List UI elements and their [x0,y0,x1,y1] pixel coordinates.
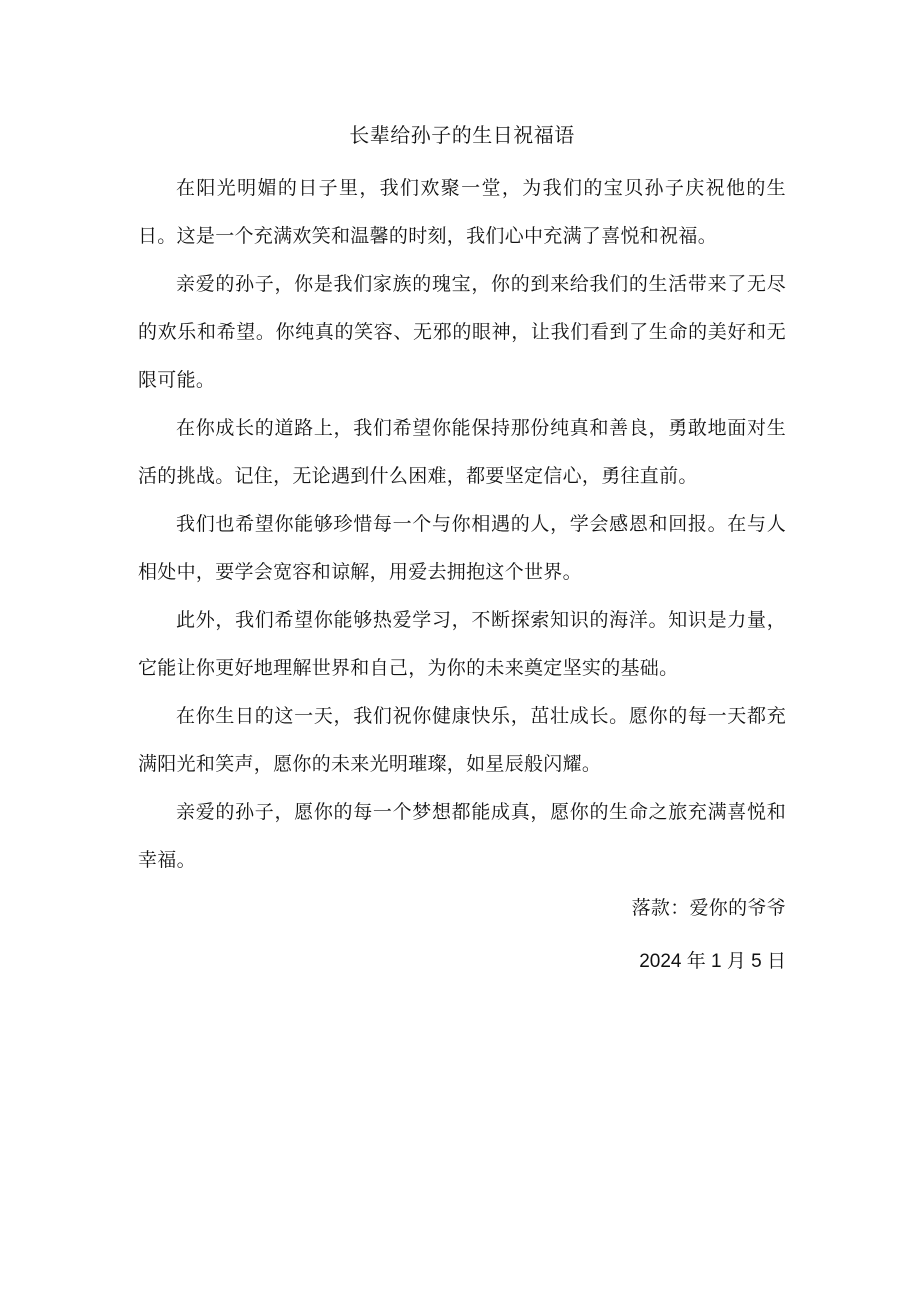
paragraph: 我们也希望你能够珍惜每一个与你相遇的人，学会感恩和回报。在与人相处中，要学会宽容和谅解，用爱去拥抱这个世界。 [138,513,786,583]
paragraph: 亲爱的孙子，愿你的每一个梦想都能成真，愿你的生命之旅充满喜悦和幸福。 [138,801,786,871]
paragraph: 在你成长的道路上，我们希望你能保持那份纯真和善良，勇敢地面对生活的挑战。记住，无论遇到什么困难，都要坚定信心，勇往直前。 [138,417,786,487]
paragraph: 亲爱的孙子，你是我们家族的瑰宝，你的到来给我们的生活带来了无尽的欢乐和希望。你纯真的笑容、无邪的眼神，让我们看到了生命的美好和无限可能。 [138,273,786,391]
document-title: 长辈给孙子的生日祝福语 [349,123,575,147]
date-line: 2024 年 1 月 5 日 [639,951,786,972]
signature-line: 落款：爱你的爷爷 [631,897,786,919]
document-body [138,120,786,986]
paragraph: 在你生日的这一天，我们祝你健康快乐，茁壮成长。愿你的每一天都充满阳光和笑声，愿你的未来光明璀璨，如星辰般闪耀。 [138,705,786,775]
paragraph: 此外，我们希望你能够热爱学习，不断探索知识的海洋。知识是力量，它能让你更好地理解世界和自己，为你的未来奠定坚实的基础。 [138,609,786,679]
paragraph: 在阳光明媚的日子里，我们欢聚一堂，为我们的宝贝孙子庆祝他的生日。这是一个充满欢笑和温馨的时刻，我们心中充满了喜悦和祝福。 [138,177,786,247]
